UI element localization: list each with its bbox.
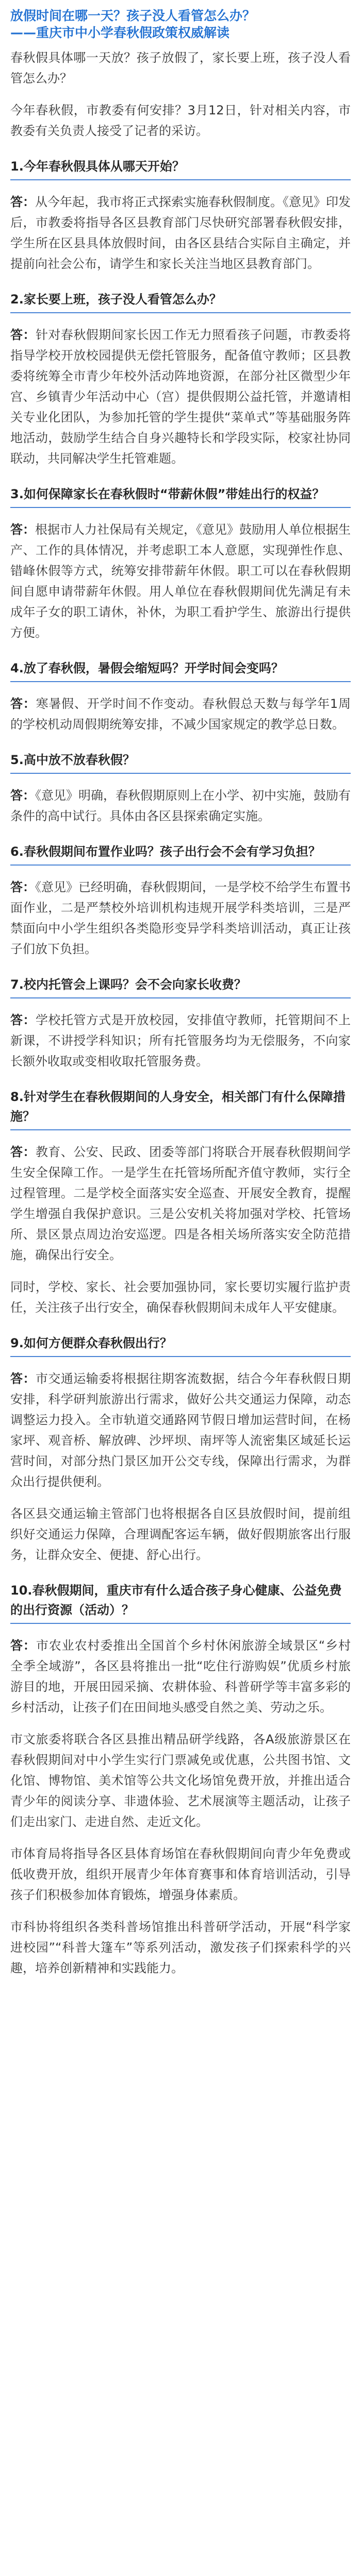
answer-text: 市交通运输委将根据往期客流数据，结合今年春秋假日期安排，科学研判旅游出行需求，做好公共交通运力保障，动态调整运力投入。全市轨道交通路网节假日增加运营时间，在杨家坪、观音桥、解放碑、沙坪坝、南坪等人流密集区域延长运营时间，对部分热门景区加开公交专线，保障出行需求，为群众出行提供便利。 [10, 1371, 351, 1489]
answer-paragraph [10, 325, 351, 469]
article-title [10, 7, 351, 41]
answer-text: 寒暑假、开学时间不作变动。春秋假总天数与每学年1周的学校机动周假期统筹安排，不减少国家规定的教学总日数。 [10, 697, 351, 732]
answer-paragraph [10, 1917, 351, 1978]
answer-label: 答： [10, 195, 35, 209]
question-text: 8.针对学生在春秋假期间的人身安全，相关部门有什么保障措施？ [10, 1090, 346, 1124]
answer-paragraph [10, 519, 351, 643]
answer-text: 《意见》明确，春秋假期原则上在小学、初中实施，鼓励有条件的高中试行。具体由各区县探索确定实施。 [10, 788, 351, 823]
intro-paragraph: 今年春秋假，市教委有何安排？3月12日，针对相关内容，市教委有关负责人接受了记者的采访。 [10, 103, 351, 138]
answer-text: 从今年起，我市将正式探索实施春秋假制度。《意见》印发后，市教委将指导各区县教育部门尽快研究部署春秋假安排，学生所在区县具体放假时间，由各区县结合实际自主确定，并提前向社会公布，请学生和家长关注当地区县教育部门。 [10, 195, 351, 271]
answer-text: 市科协将组织各类科普场馆推出科普研学活动，开展“科学家进校园”“科普大篷车”等系列活动，激发孩子们探索科学的兴趣，培养创新精神和实践能力。 [10, 1920, 351, 1975]
answer-paragraph [10, 785, 351, 826]
answer-paragraph [10, 1010, 351, 1072]
answer-paragraph [10, 1503, 351, 1565]
answer-paragraph [10, 1368, 351, 1492]
answer-paragraph [10, 693, 351, 735]
answer-label: 答： [10, 697, 36, 711]
answer-label: 答： [10, 1013, 36, 1027]
answer-text: 同时，学校、家长、社会要加强协同，家长要切实履行监护责任，关注孩子出行安全，确保春秋假期间未成年人平安健康。 [10, 1280, 351, 1315]
answer-paragraph [10, 1729, 351, 1832]
question-heading [10, 750, 351, 774]
question-text: 4.放了春秋假，暑假会缩短吗？开学时间会变吗？ [10, 661, 284, 675]
answer-label: 答： [10, 788, 35, 803]
question-text: 2.家长要上班，孩子没人看管怎么办？ [10, 292, 222, 307]
answer-text: 根据市人力社保局有关规定，《意见》鼓励用人单位根据生产、工作的具体情况，并考虑职工本人意愿，实现弹性作息、错峰休假等方式，统筹安排带薪年休假。职工可以在春秋假期间自愿申请带薪年休假。用人单位在春秋假期间优先满足有未成年子女的职工请休，补休，为职工看护学生、旅游出行提供方便。 [10, 522, 351, 640]
answer-text: 教育、公安、民政、团委等部门将联合开展春秋假期间学生安全保障工作。一是学生在托管场所配齐值守教师，实行全过程管理。二是学校全面落实安全巡查、开展安全教育，提醒学生增强自我保护意识。三是公安机关将加强对学校、托管场所、景区景点周边治安巡逻。四是各相关场所落实安全防范措施，确保出行安全。 [10, 1145, 351, 1262]
question-heading [10, 484, 351, 508]
answer-label: 答： [10, 880, 35, 894]
answer-text: 学校托管方式是开放校园，安排值守教师，托管期间不上新课，不讲授学科知识；所有托管服务均为无偿服务，不向家长额外收取或变相收取托管服务费。 [10, 1013, 351, 1069]
answer-label: 答： [10, 328, 36, 342]
question-text: 3.如何保障家长在春秋假时“带薪休假”带娃出行的权益？ [10, 487, 325, 501]
question-heading [10, 658, 351, 682]
question-text: 9.如何方便群众春秋假出行？ [10, 1336, 172, 1350]
answer-label: 答： [10, 1145, 36, 1159]
answer-label: 答： [10, 1638, 36, 1653]
answer-text: 市体育局将指导各区县体育场馆在春秋假期间向青少年免费或低收费开放，组织开展青少年体育赛事和体育培训活动，引导孩子们积极参加体育锻炼，增强身体素质。 [10, 1846, 351, 1902]
answer-text: 针对春秋假期间家长因工作无力照看孩子问题，市教委将指导学校开放校园提供无偿托管服务，配备值守教师；区县教委将统筹全市青少年校外活动阵地资源，在部分社区微型少年宫、乡镇青少年活动中心（宫）提供假期公益托管，并邀请相关专业化团队，为参加托管的学生提供“菜单式”等基础服务阵地活动，鼓励学生结合自身兴趣特长和学段实际，校家社协同联动，共同解决学生托管难题。 [10, 328, 351, 466]
question-heading [10, 290, 351, 313]
question-text: 5.高中放不放春秋假？ [10, 753, 135, 767]
question-heading [10, 1581, 351, 1624]
title-line-2: ——重庆市中小学春秋假政策权威解读 [10, 25, 230, 40]
qa-sections [10, 157, 351, 1978]
question-text: 6.春秋假期间布置作业吗？孩子出行会不会有学习负担？ [10, 844, 321, 859]
answer-text: 市文旅委将联合各区县推出精品研学线路，各A级旅游景区在春秋假期间对中小学生实行门票减免或优惠，公共图书馆、文化馆、博物馆、美术馆等公共文化场馆免费开放，并推出适合青少年的阅读分享、非遗体验、艺术展演等主题活动，让孩子们走出家门、走进自然、走近文化。 [10, 1732, 351, 1829]
question-heading [10, 842, 351, 866]
answer-label: 答： [10, 1371, 36, 1386]
question-heading [10, 1087, 351, 1130]
answer-paragraph [10, 192, 351, 274]
answer-text: 各区县交通运输主管部门也将根据各自区县放假时间，提前组织好交通运力保障，合理调配客运车辆，做好假期旅客出行服务，让群众安全、便捷、舒心出行。 [10, 1506, 351, 1562]
answer-text: 市农业农村委推出全国首个乡村休闲旅游全域景区“乡村全季全域游”，各区县将推出一批“吃住行游购娱”优质乡村旅游目的地，开展田园采摘、农耕体验、科普研学等丰富多彩的乡村活动，让孩子们在田间地头感受自然之美、劳动之乐。 [10, 1638, 351, 1715]
answer-text: 《意见》已经明确，春秋假期间，一是学校不给学生布置书面作业，二是严禁校外培训机构违规开展学科类培训，三是严禁面向中小学生组织各类隐形变异学科类培训活动，真正让孩子们放下负担。 [10, 880, 351, 956]
question-text: 10.春秋假期间，重庆市有什么适合孩子身心健康、公益免费的出行资源（活动）？ [10, 1583, 342, 1617]
answer-paragraph [10, 1277, 351, 1318]
title-line-1: 放假时间在哪一天？孩子没人看管怎么办？ [10, 8, 256, 23]
answer-label: 答： [10, 522, 35, 537]
answer-paragraph [10, 1142, 351, 1265]
answer-paragraph [10, 1635, 351, 1718]
intro [10, 47, 351, 141]
question-text: 1.今年春秋假具体从哪天开始？ [10, 159, 185, 174]
question-heading [10, 975, 351, 998]
question-heading [10, 157, 351, 180]
question-heading [10, 1333, 351, 1357]
answer-paragraph [10, 1843, 351, 1905]
answer-paragraph [10, 877, 351, 959]
intro-paragraph: 春秋假具体哪一天放？孩子放假了，家长要上班，孩子没人看管怎么办？ [10, 50, 351, 86]
question-text: 7.校内托管会上课吗？会不会向家长收费？ [10, 977, 247, 992]
